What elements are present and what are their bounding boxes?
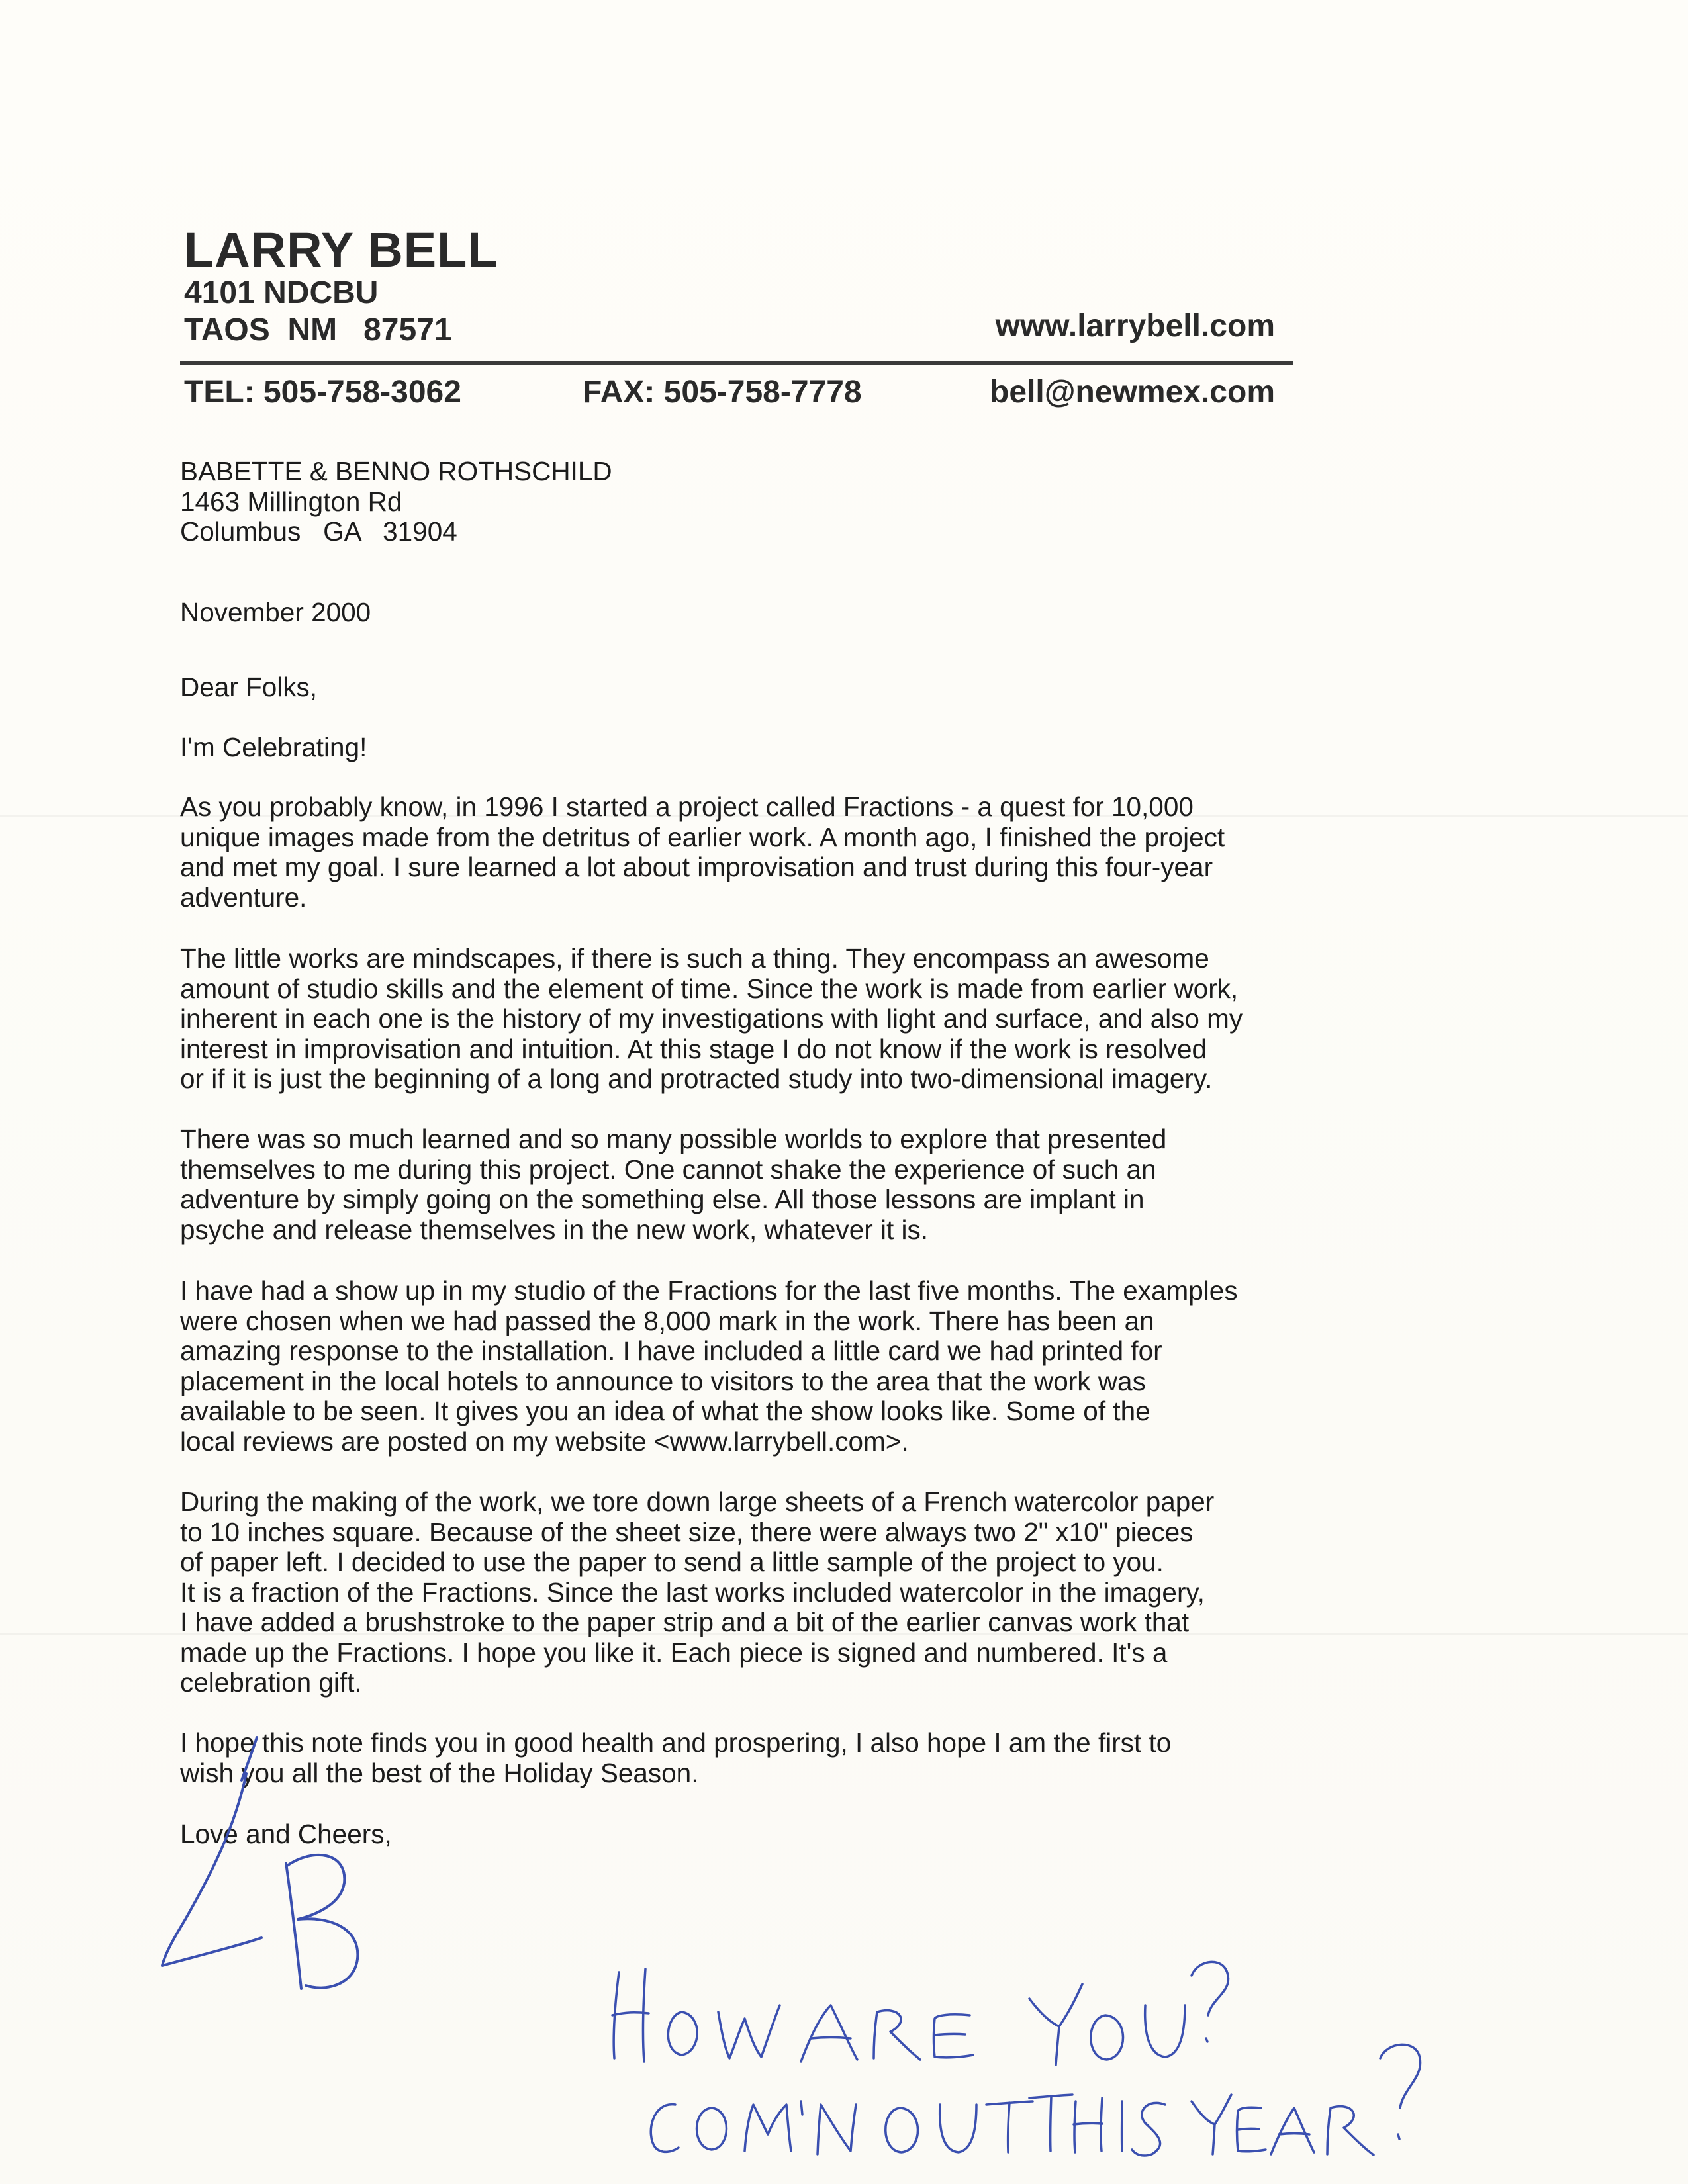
paragraph-line: available to be seen. It gives you an idea of what the show looks like. Some of the: [180, 1396, 1150, 1426]
recipient-name: BABETTE & BENNO ROTHSCHILD: [180, 456, 612, 486]
paragraph-line: During the making of the work, we tore down large sheets of a French watercolor paper: [180, 1486, 1215, 1517]
paragraph-line: As you probably know, in 1996 I started a project called Fractions - a quest for 10,000: [180, 792, 1194, 822]
salutation: Dear Folks,: [180, 672, 318, 702]
letterhead-address-line1: 4101 NDCBU: [184, 275, 379, 310]
paragraph-line: It is a fraction of the Fractions. Since the last works included watercolor in the imagery,: [180, 1576, 1205, 1608]
paragraph-line: The little works are mindscapes, if there is such a thing. They encompass an awesome: [180, 943, 1209, 974]
paragraph-line: wish you all the best of the Holiday Season.: [180, 1757, 699, 1788]
paragraph-line: to 10 inches square. Because of the sheet size, there were always two 2" x10" pieces: [180, 1516, 1194, 1547]
paragraph-line: adventure by simply going on the something else. All those lessons are implant in: [180, 1184, 1145, 1214]
letterhead-address-line2: TAOS NM 87571: [184, 312, 452, 347]
letterhead-fax: FAX: 505-758-7778: [583, 375, 862, 410]
handwritten-note-line2: [651, 2044, 1420, 2156]
closing: Love and Cheers,: [180, 1819, 392, 1849]
paragraph-line: adventure.: [180, 882, 307, 913]
letterhead-email: bell@newmex.com: [990, 375, 1275, 410]
paragraph-line: themselves to me during this project. One cannot shake the experience of such an: [180, 1154, 1156, 1185]
recipient-city: Columbus GA 31904: [180, 516, 457, 547]
paragraph-line: and met my goal. I sure learned a lot about improvisation and trust during this four-year: [180, 852, 1213, 882]
paragraph-line: made up the Fractions. I hope you like it. Each piece is signed and numbered. It's a: [180, 1637, 1168, 1668]
paragraph-line: interest in improvisation and intuition. At this stage I do not know if the work is resolved: [180, 1033, 1207, 1064]
paragraph-line: or if it is just the beginning of a long and protracted study into two-dimensional imagery.: [180, 1064, 1213, 1094]
letter-date: November 2000: [180, 597, 371, 627]
paragraph-line: amount of studio skills and the element of time. Since the work is made from earlier work,: [180, 973, 1239, 1004]
paragraph-line: psyche and release themselves in the new work, whatever it is.: [180, 1214, 929, 1245]
paragraph-line: I have had a show up in my studio of the Fractions for the last five months. The examples: [180, 1275, 1238, 1306]
paragraph-line: There was so much learned and so many possible worlds to explore that presented: [180, 1124, 1167, 1154]
opening-exclamation: I'm Celebrating!: [180, 732, 367, 762]
paragraph-line: celebration gift.: [180, 1667, 362, 1698]
paragraph-line: I have added a brushstroke to the paper strip and a bit of the earlier canvas work that: [180, 1607, 1190, 1637]
paragraph-line: were chosen when we had passed the 8,000 mark in the work. There has been an: [180, 1305, 1154, 1336]
recipient-street: 1463 Millington Rd: [180, 486, 402, 517]
paragraph-line: placement in the local hotels to announce to visitors to the area that the work was: [180, 1365, 1146, 1396]
letterhead-telephone: TEL: 505-758-3062: [184, 375, 461, 410]
paragraph-line: amazing response to the installation. I have included a little card we had printed for: [180, 1336, 1162, 1366]
paragraph-line: of paper left. I decided to use the paper to send a little sample of the project to you.: [180, 1547, 1164, 1577]
letterhead-name: LARRY BELL: [184, 222, 498, 277]
paragraph-line: I hope this note finds you in good health and prospering, I also hope I am the first to: [180, 1727, 1172, 1758]
handwritten-note-line1: [612, 1962, 1229, 2065]
paragraph-line: inherent in each one is the history of my investigations with light and surface, and also my: [180, 1003, 1243, 1034]
paragraph-line: local reviews are posted on my website <www.larrybell.com>.: [180, 1426, 909, 1457]
letterhead-website: www.larrybell.com: [995, 308, 1275, 343]
paragraph-line: unique images made from the detritus of earlier work. A month ago, I finished the project: [180, 821, 1225, 852]
